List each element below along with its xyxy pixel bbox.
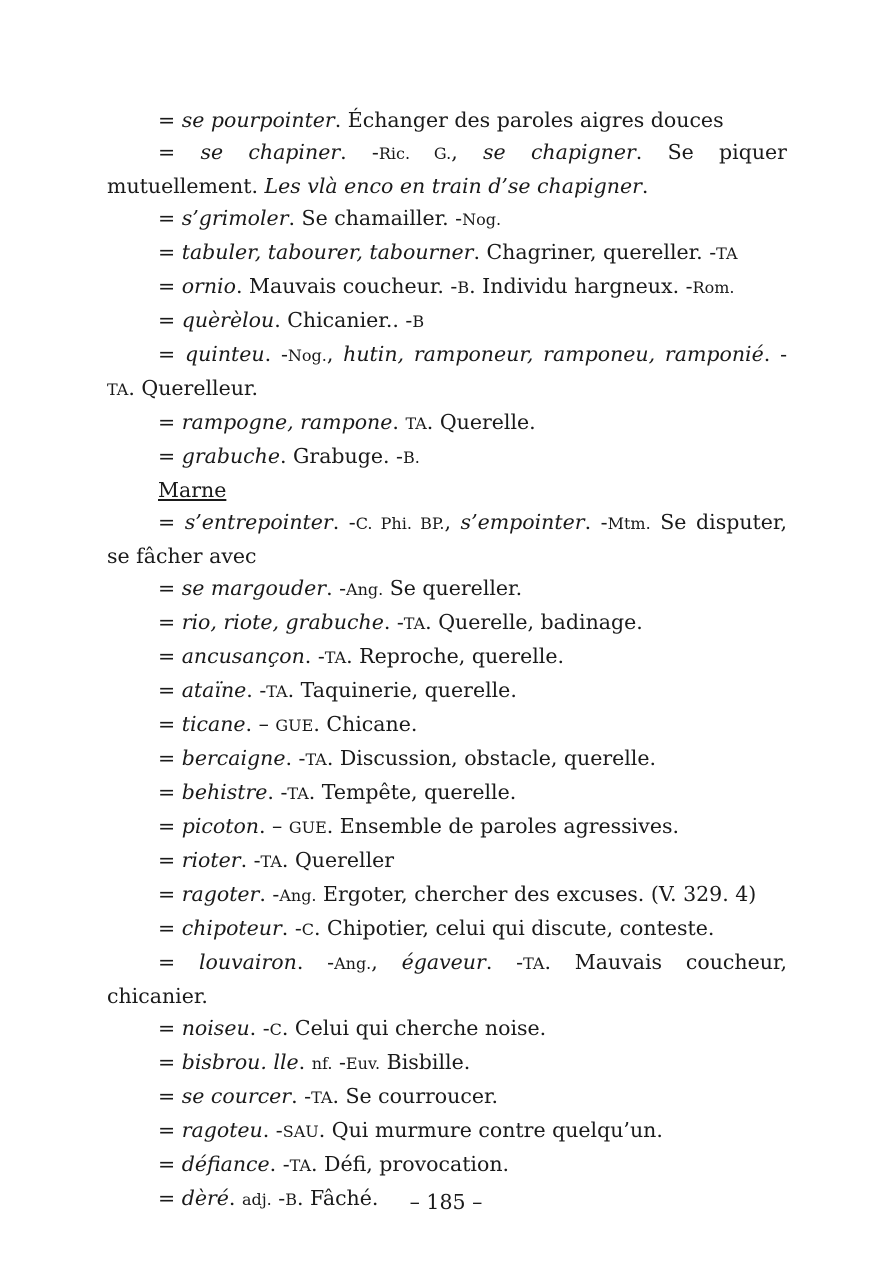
entry-text: .	[641, 174, 649, 198]
entry-text: . -	[485, 950, 524, 974]
entry-text: =	[158, 342, 185, 366]
dialect-term: tabuler, tabourer, tabourner	[181, 240, 474, 264]
entry-text: . Mauvais coucheur, chicanier.	[107, 950, 787, 1008]
dialect-term: s’entrepointer	[184, 510, 333, 534]
dialect-term: égaveur	[401, 950, 486, 974]
glossary-entry	[107, 1114, 787, 1148]
entry-text: =	[158, 916, 182, 940]
dialect-term: ticane	[181, 712, 246, 736]
entry-text: . Mauvais coucheur. -	[235, 274, 458, 298]
glossary-entry	[107, 1012, 787, 1046]
dialect-term: ancusançon	[181, 644, 305, 668]
entry-text: =	[158, 780, 182, 804]
entry-text: . -	[267, 780, 288, 804]
source-abbreviation: C	[269, 1020, 282, 1039]
page-number: – 185 –	[409, 1190, 483, 1214]
entry-text: ,	[371, 950, 402, 974]
entry-text: .	[228, 1186, 242, 1210]
source-abbreviation: TA	[266, 682, 288, 701]
glossary-entry	[107, 912, 787, 946]
dialect-term: s’grimoler	[181, 206, 289, 230]
entry-text: . Chipotier, celui qui discute, conteste.	[314, 916, 715, 940]
entry-text: =	[158, 848, 182, 872]
dialect-term: bercaigne	[181, 746, 286, 770]
entry-text: =	[158, 576, 182, 600]
dialect-term: rampogne, rampone	[181, 410, 393, 434]
entry-text: . Chicane.	[313, 712, 418, 736]
entry-text: =	[158, 814, 182, 838]
glossary-entry	[107, 946, 787, 1012]
dialect-term: rioter	[181, 848, 241, 872]
source-abbreviation: Nog.	[287, 346, 327, 365]
entry-text: . Celui qui cherche noise.	[281, 1016, 547, 1040]
dialect-term: se courcer	[181, 1084, 292, 1108]
entry-text: . Se chamailler. -	[288, 206, 463, 230]
glossary-entry	[107, 1148, 787, 1182]
dialect-term: ataïne	[181, 678, 247, 702]
glossary-entry	[107, 674, 787, 708]
entry-text: . -	[340, 140, 379, 164]
entry-text: . Se courroucer.	[332, 1084, 499, 1108]
source-abbreviation: TA	[716, 244, 738, 263]
source-abbreviation: TA	[305, 750, 327, 769]
glossary-entry	[107, 270, 787, 304]
entry-text: . Reproche, querelle.	[346, 644, 564, 668]
source-abbreviation: Ric. G.	[378, 144, 452, 163]
entry-text: . Discussion, obstacle, querelle.	[326, 746, 657, 770]
entry-text: . -	[584, 510, 608, 534]
entry-text: . Individu hargneux. -	[469, 274, 693, 298]
entry-text: =	[158, 1186, 182, 1210]
entry-text: . –	[245, 712, 276, 736]
entry-text: . Qui murmure contre quelqu’un.	[318, 1118, 663, 1142]
glossary-entry	[107, 776, 787, 810]
source-abbreviation: TA	[324, 648, 347, 667]
entry-text: =	[158, 882, 182, 906]
entry-text: =	[158, 1016, 182, 1040]
entry-text: .	[392, 410, 406, 434]
dialect-term: Les vlà enco en train d’se chapigner	[264, 174, 642, 198]
entry-text: . Grabuge. -	[280, 444, 403, 468]
entry-text: . -	[285, 746, 306, 770]
dialect-term: se chapigner	[483, 140, 636, 164]
glossary-entry	[107, 338, 787, 406]
entry-text: =	[158, 610, 182, 634]
entry-text: . Taquinerie, querelle.	[287, 678, 517, 702]
dialect-term: grabuche	[181, 444, 280, 468]
source-abbreviation: TA	[260, 852, 282, 871]
entry-text: Se quereller.	[383, 576, 523, 600]
entry-text: =	[158, 1118, 182, 1142]
source-abbreviation: TA	[107, 380, 129, 399]
glossary-text	[107, 104, 787, 1216]
entry-text: . Se piquer mutuellement.	[107, 140, 787, 198]
glossary-entry	[107, 104, 787, 136]
entry-text: ,	[451, 140, 484, 164]
entry-text: =	[158, 206, 182, 230]
entry-text: =	[158, 712, 182, 736]
entry-text: . -	[281, 916, 302, 940]
entry-text: =	[158, 678, 182, 702]
source-abbreviation: Nog.	[462, 210, 502, 229]
glossary-entry	[107, 136, 787, 202]
dialect-term: ornio	[181, 274, 236, 298]
entry-text: . -	[332, 510, 356, 534]
dialect-term: bisbrou. lle	[181, 1050, 299, 1074]
glossary-entry	[107, 878, 787, 912]
dialect-term: rio, riote, grabuche	[181, 610, 384, 634]
entry-text: . -	[269, 1152, 290, 1176]
dialect-term: quèrèlou	[181, 308, 275, 332]
entry-text: . -	[262, 1118, 283, 1142]
source-abbreviation: Mtm.	[607, 514, 651, 533]
source-abbreviation: TA	[523, 954, 545, 973]
source-abbreviation: adj.	[241, 1190, 272, 1209]
entry-text: . -	[264, 342, 288, 366]
glossary-entry	[107, 440, 787, 474]
source-abbreviation: B	[457, 278, 470, 297]
entry-text: . -	[249, 1016, 270, 1040]
entry-text: . Défi, provocation.	[311, 1152, 510, 1176]
glossary-entry	[107, 810, 787, 844]
dialect-term: se margouder	[181, 576, 327, 600]
dialect-term: se chapiner	[200, 140, 341, 164]
source-abbreviation: Ang.	[279, 886, 317, 905]
entry-text: . -	[291, 1084, 312, 1108]
entry-text: . -	[304, 644, 325, 668]
dialect-term: chipoteur	[181, 916, 282, 940]
dialect-term: s’empointer	[460, 510, 585, 534]
entry-text: . -	[326, 576, 347, 600]
source-abbreviation: GUE	[288, 818, 327, 837]
entry-text: =	[158, 240, 182, 264]
source-abbreviation: TA	[289, 1156, 311, 1175]
glossary-entry	[107, 304, 787, 338]
dialect-term: quinteu	[184, 342, 265, 366]
entry-text: . -	[296, 950, 335, 974]
entry-text: Se disputer, se fâcher avec	[107, 510, 787, 568]
entry-text: . Fâché.	[296, 1186, 379, 1210]
entry-text: =	[158, 444, 182, 468]
source-abbreviation: B.	[402, 448, 420, 467]
entry-text: -	[332, 1050, 346, 1074]
glossary-entry	[107, 640, 787, 674]
heading-text: Marne	[158, 478, 227, 502]
source-abbreviation: C	[301, 920, 314, 939]
entry-text: . Querelle, badinage.	[425, 610, 643, 634]
source-abbreviation: C. Phi. BP.	[355, 514, 445, 533]
entry-text: Bisbille.	[380, 1050, 471, 1074]
source-abbreviation: TA	[287, 784, 309, 803]
entry-text: =	[158, 308, 182, 332]
section-heading	[107, 474, 787, 506]
entry-text: . Tempête, querelle.	[308, 780, 517, 804]
dialect-term: se pourpointer	[181, 108, 335, 132]
source-abbreviation: SAU	[282, 1122, 319, 1141]
entry-text: ,	[326, 342, 344, 366]
dialect-term: picoton	[181, 814, 259, 838]
glossary-entry	[107, 742, 787, 776]
entry-text: =	[158, 108, 182, 132]
dialect-term: dèré	[181, 1186, 229, 1210]
entry-text: Ergoter, chercher des excuses. (V. 329. 4)	[316, 882, 757, 906]
entry-text: . Quereller	[281, 848, 395, 872]
source-abbreviation: TA	[403, 614, 426, 633]
dialect-term: ragoter	[181, 882, 260, 906]
glossary-entry	[107, 708, 787, 742]
entry-text: ,	[444, 510, 461, 534]
entry-text: . -	[246, 678, 267, 702]
glossary-entry	[107, 844, 787, 878]
glossary-entry	[107, 236, 787, 270]
source-abbreviation: B	[412, 312, 425, 331]
source-abbreviation: GUE	[275, 716, 314, 735]
entry-text: . -	[763, 342, 787, 366]
source-abbreviation: nf.	[311, 1054, 333, 1073]
entry-text: . Ensemble de paroles agressives.	[326, 814, 679, 838]
source-abbreviation: TA	[311, 1088, 333, 1107]
entry-text: =	[158, 746, 182, 770]
entry-text: =	[158, 1152, 182, 1176]
source-abbreviation: TA	[405, 414, 427, 433]
glossary-entry	[107, 406, 787, 440]
source-abbreviation: Ang.	[346, 580, 384, 599]
dialect-term: louvairon	[199, 950, 297, 974]
entry-text: . -	[240, 848, 261, 872]
entry-text: . -	[259, 882, 280, 906]
entry-text: .	[298, 1050, 312, 1074]
entry-text: . Chagriner, quereller. -	[473, 240, 717, 264]
entry-text: . Querelleur.	[128, 376, 258, 400]
glossary-entry	[107, 1046, 787, 1080]
source-abbreviation: Rom.	[692, 278, 735, 297]
entry-text: =	[158, 274, 182, 298]
dialect-term: hutin, ramponeur, ramponeu, ramponié	[343, 342, 764, 366]
source-abbreviation: Euv.	[345, 1054, 381, 1073]
entry-text: . –	[259, 814, 289, 838]
glossary-entry	[107, 606, 787, 640]
glossary-entry	[107, 572, 787, 606]
entry-text: =	[158, 950, 199, 974]
entry-text: =	[158, 644, 182, 668]
entry-text: -	[271, 1186, 286, 1210]
entry-text: =	[158, 510, 185, 534]
entry-text: . Querelle.	[426, 410, 536, 434]
dialect-term: défiance	[181, 1152, 270, 1176]
dialect-term: noiseu	[181, 1016, 250, 1040]
entry-text: =	[158, 410, 182, 434]
entry-text: =	[158, 140, 201, 164]
dialect-term: behistre	[181, 780, 268, 804]
source-abbreviation: B	[285, 1190, 297, 1209]
glossary-entry	[107, 506, 787, 572]
source-abbreviation: Ang.	[334, 954, 372, 973]
entry-text: . Échanger des paroles aigres douces	[334, 108, 724, 132]
entry-text: . Chicanier.. -	[274, 308, 413, 332]
entry-text: =	[158, 1050, 182, 1074]
entry-text: =	[158, 1084, 182, 1108]
entry-text: . -	[383, 610, 404, 634]
glossary-entry	[107, 202, 787, 236]
dialect-term: ragoteu	[181, 1118, 263, 1142]
glossary-entry	[107, 1080, 787, 1114]
